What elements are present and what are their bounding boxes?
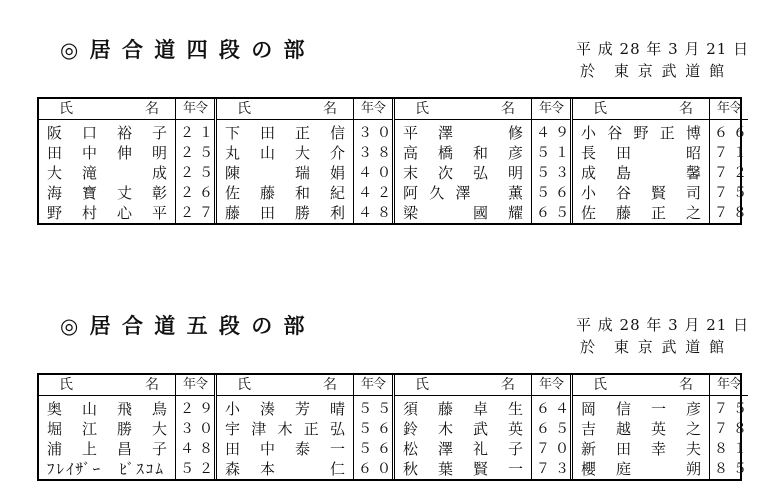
age-header: 年令 — [176, 375, 214, 396]
name-header-right: 名 — [145, 377, 159, 393]
person-name: 浦上昌子 — [47, 440, 167, 458]
age-header: 年令 — [176, 99, 214, 120]
results-table — [37, 97, 752, 225]
name-column — [573, 375, 709, 479]
name-header — [573, 375, 709, 396]
age-column — [709, 99, 752, 223]
person-age: ３０ — [358, 125, 396, 141]
name-column — [217, 99, 353, 223]
person-age: ２７ — [180, 205, 218, 221]
section-title: ◎ 居 合 道 四 段 の 部 — [60, 37, 307, 62]
person-name: 鈴木武英 — [403, 420, 523, 438]
person-age: ４８ — [358, 205, 396, 221]
name-header-left: 氏 — [593, 377, 607, 393]
name-header-right: 名 — [323, 101, 337, 117]
person-name: ﾌﾚｲｻﾞｰ ﾋﾞｽｺﾑ — [47, 460, 165, 478]
person-age: ５３ — [536, 165, 574, 181]
person-age: ７５ — [714, 185, 752, 201]
person-name: 成島 馨 — [581, 164, 701, 182]
name-header — [39, 375, 175, 396]
age-column — [531, 99, 574, 223]
age-column — [175, 99, 218, 223]
name-header-left: 氏 — [237, 377, 251, 393]
person-name: 藤田勝利 — [225, 204, 345, 222]
results-table — [37, 373, 752, 481]
person-age: ３０ — [180, 421, 218, 437]
name-header — [217, 375, 353, 396]
name-header-right: 名 — [501, 377, 515, 393]
person-age: ６０ — [358, 461, 396, 477]
person-age: ７８ — [714, 205, 752, 221]
person-name: 佐藤正之 — [581, 204, 701, 222]
name-header — [39, 99, 175, 120]
person-age: ２６ — [180, 185, 218, 201]
person-name: 海寶丈彰 — [47, 184, 167, 202]
person-age: ４９ — [536, 125, 574, 141]
event-venue: 於 東 京 武 道 館 — [580, 62, 727, 80]
person-age: ５６ — [536, 185, 574, 201]
name-header-left: 氏 — [593, 101, 607, 117]
person-age: ５１ — [536, 145, 574, 161]
person-age: ５６ — [358, 441, 396, 457]
person-age: ７０ — [536, 441, 574, 457]
person-age: ７３ — [536, 461, 574, 477]
name-header-right: 名 — [679, 101, 693, 117]
person-name: 陳 瑞娟 — [225, 164, 345, 182]
person-age: ７２ — [714, 165, 752, 181]
person-name: 丸山大介 — [225, 144, 345, 162]
table-column-group — [392, 99, 574, 223]
person-name: 小谷野正博 — [581, 124, 701, 142]
table-column-group — [214, 99, 396, 223]
name-column — [39, 375, 175, 479]
person-age: ２１ — [180, 125, 218, 141]
person-age: ２９ — [180, 401, 218, 417]
table-column-group — [570, 375, 752, 479]
person-name: 新田幸夫 — [581, 440, 701, 458]
person-name: 田中泰一 — [225, 440, 345, 458]
person-name: 高橋和彦 — [403, 144, 523, 162]
name-header-right: 名 — [323, 377, 337, 393]
person-name: 大滝 成 — [47, 164, 167, 182]
age-header: 年令 — [710, 375, 748, 396]
event-date: 平 成 28 年 3 月 21 日 — [576, 40, 750, 58]
age-column — [709, 375, 752, 479]
person-name: 阪口裕子 — [47, 124, 167, 142]
person-name: 小湊芳晴 — [225, 400, 345, 418]
age-header: 年令 — [354, 375, 392, 396]
person-name: 小谷賢司 — [581, 184, 701, 202]
age-column — [531, 375, 574, 479]
person-name: 佐藤和紀 — [225, 184, 345, 202]
person-age: ７５ — [714, 401, 752, 417]
event-venue: 於 東 京 武 道 館 — [580, 338, 727, 356]
person-age: ４０ — [358, 165, 396, 181]
person-name: 梁 國耀 — [403, 204, 523, 222]
name-header-left: 氏 — [59, 101, 73, 117]
person-name: 岡信一彦 — [581, 400, 701, 418]
person-name: 奥山飛鳥 — [47, 400, 167, 418]
table-column-group — [570, 99, 752, 223]
table-column-group — [392, 375, 574, 479]
person-name: 秋葉賢一 — [403, 460, 523, 478]
person-age: ４２ — [358, 185, 396, 201]
age-header: 年令 — [354, 99, 392, 120]
person-name: 田中伸明 — [47, 144, 167, 162]
person-age: ５６ — [358, 421, 396, 437]
name-column — [573, 99, 709, 223]
person-age: ３８ — [358, 145, 396, 161]
name-column — [217, 375, 353, 479]
person-age: ５５ — [358, 401, 396, 417]
person-name: 宇津木正弘 — [225, 420, 345, 438]
person-name: 末次弘明 — [403, 164, 523, 182]
person-name: 森本 仁 — [225, 460, 345, 478]
person-age: ８５ — [714, 461, 752, 477]
person-name: 下田正信 — [225, 124, 345, 142]
age-header: 年令 — [532, 99, 570, 120]
name-header-left: 氏 — [59, 377, 73, 393]
name-header — [395, 99, 531, 120]
person-age: ２５ — [180, 145, 218, 161]
age-header: 年令 — [710, 99, 748, 120]
name-column — [395, 99, 531, 223]
person-name: 須藤卓生 — [403, 400, 523, 418]
person-age: ６６ — [714, 125, 752, 141]
person-age: ２５ — [180, 165, 218, 181]
person-name: 平澤 修 — [403, 124, 523, 142]
name-header-left: 氏 — [415, 377, 429, 393]
person-name: 阿久澤 薫 — [403, 184, 523, 202]
person-age: ８１ — [714, 441, 752, 457]
section-title: ◎ 居 合 道 五 段 の 部 — [60, 313, 307, 338]
person-name: 吉越英之 — [581, 420, 701, 438]
name-header — [573, 99, 709, 120]
person-name: 櫻庭 朔 — [581, 460, 701, 478]
name-header-right: 名 — [145, 101, 159, 117]
person-age: ６５ — [536, 205, 574, 221]
event-date: 平 成 28 年 3 月 21 日 — [576, 316, 750, 334]
person-name: 長田 昭 — [581, 144, 701, 162]
table-column-group — [39, 375, 218, 479]
name-header-left: 氏 — [237, 101, 251, 117]
name-column — [39, 99, 175, 223]
age-column — [175, 375, 218, 479]
person-age: ７１ — [714, 145, 752, 161]
name-header — [217, 99, 353, 120]
person-name: 野村心平 — [47, 204, 167, 222]
person-age: ７８ — [714, 421, 752, 437]
age-header: 年令 — [532, 375, 570, 396]
person-age: ４８ — [180, 441, 218, 457]
name-header — [395, 375, 531, 396]
name-header-right: 名 — [501, 101, 515, 117]
name-column — [395, 375, 531, 479]
table-column-group — [39, 99, 218, 223]
person-age: ５２ — [180, 461, 218, 477]
age-column — [353, 99, 396, 223]
person-age: ６５ — [536, 421, 574, 437]
age-column — [353, 375, 396, 479]
name-header-left: 氏 — [415, 101, 429, 117]
person-name: 松澤礼子 — [403, 440, 523, 458]
table-column-group — [214, 375, 396, 479]
person-name: 堀江勝大 — [47, 420, 167, 438]
name-header-right: 名 — [679, 377, 693, 393]
person-age: ６４ — [536, 401, 574, 417]
